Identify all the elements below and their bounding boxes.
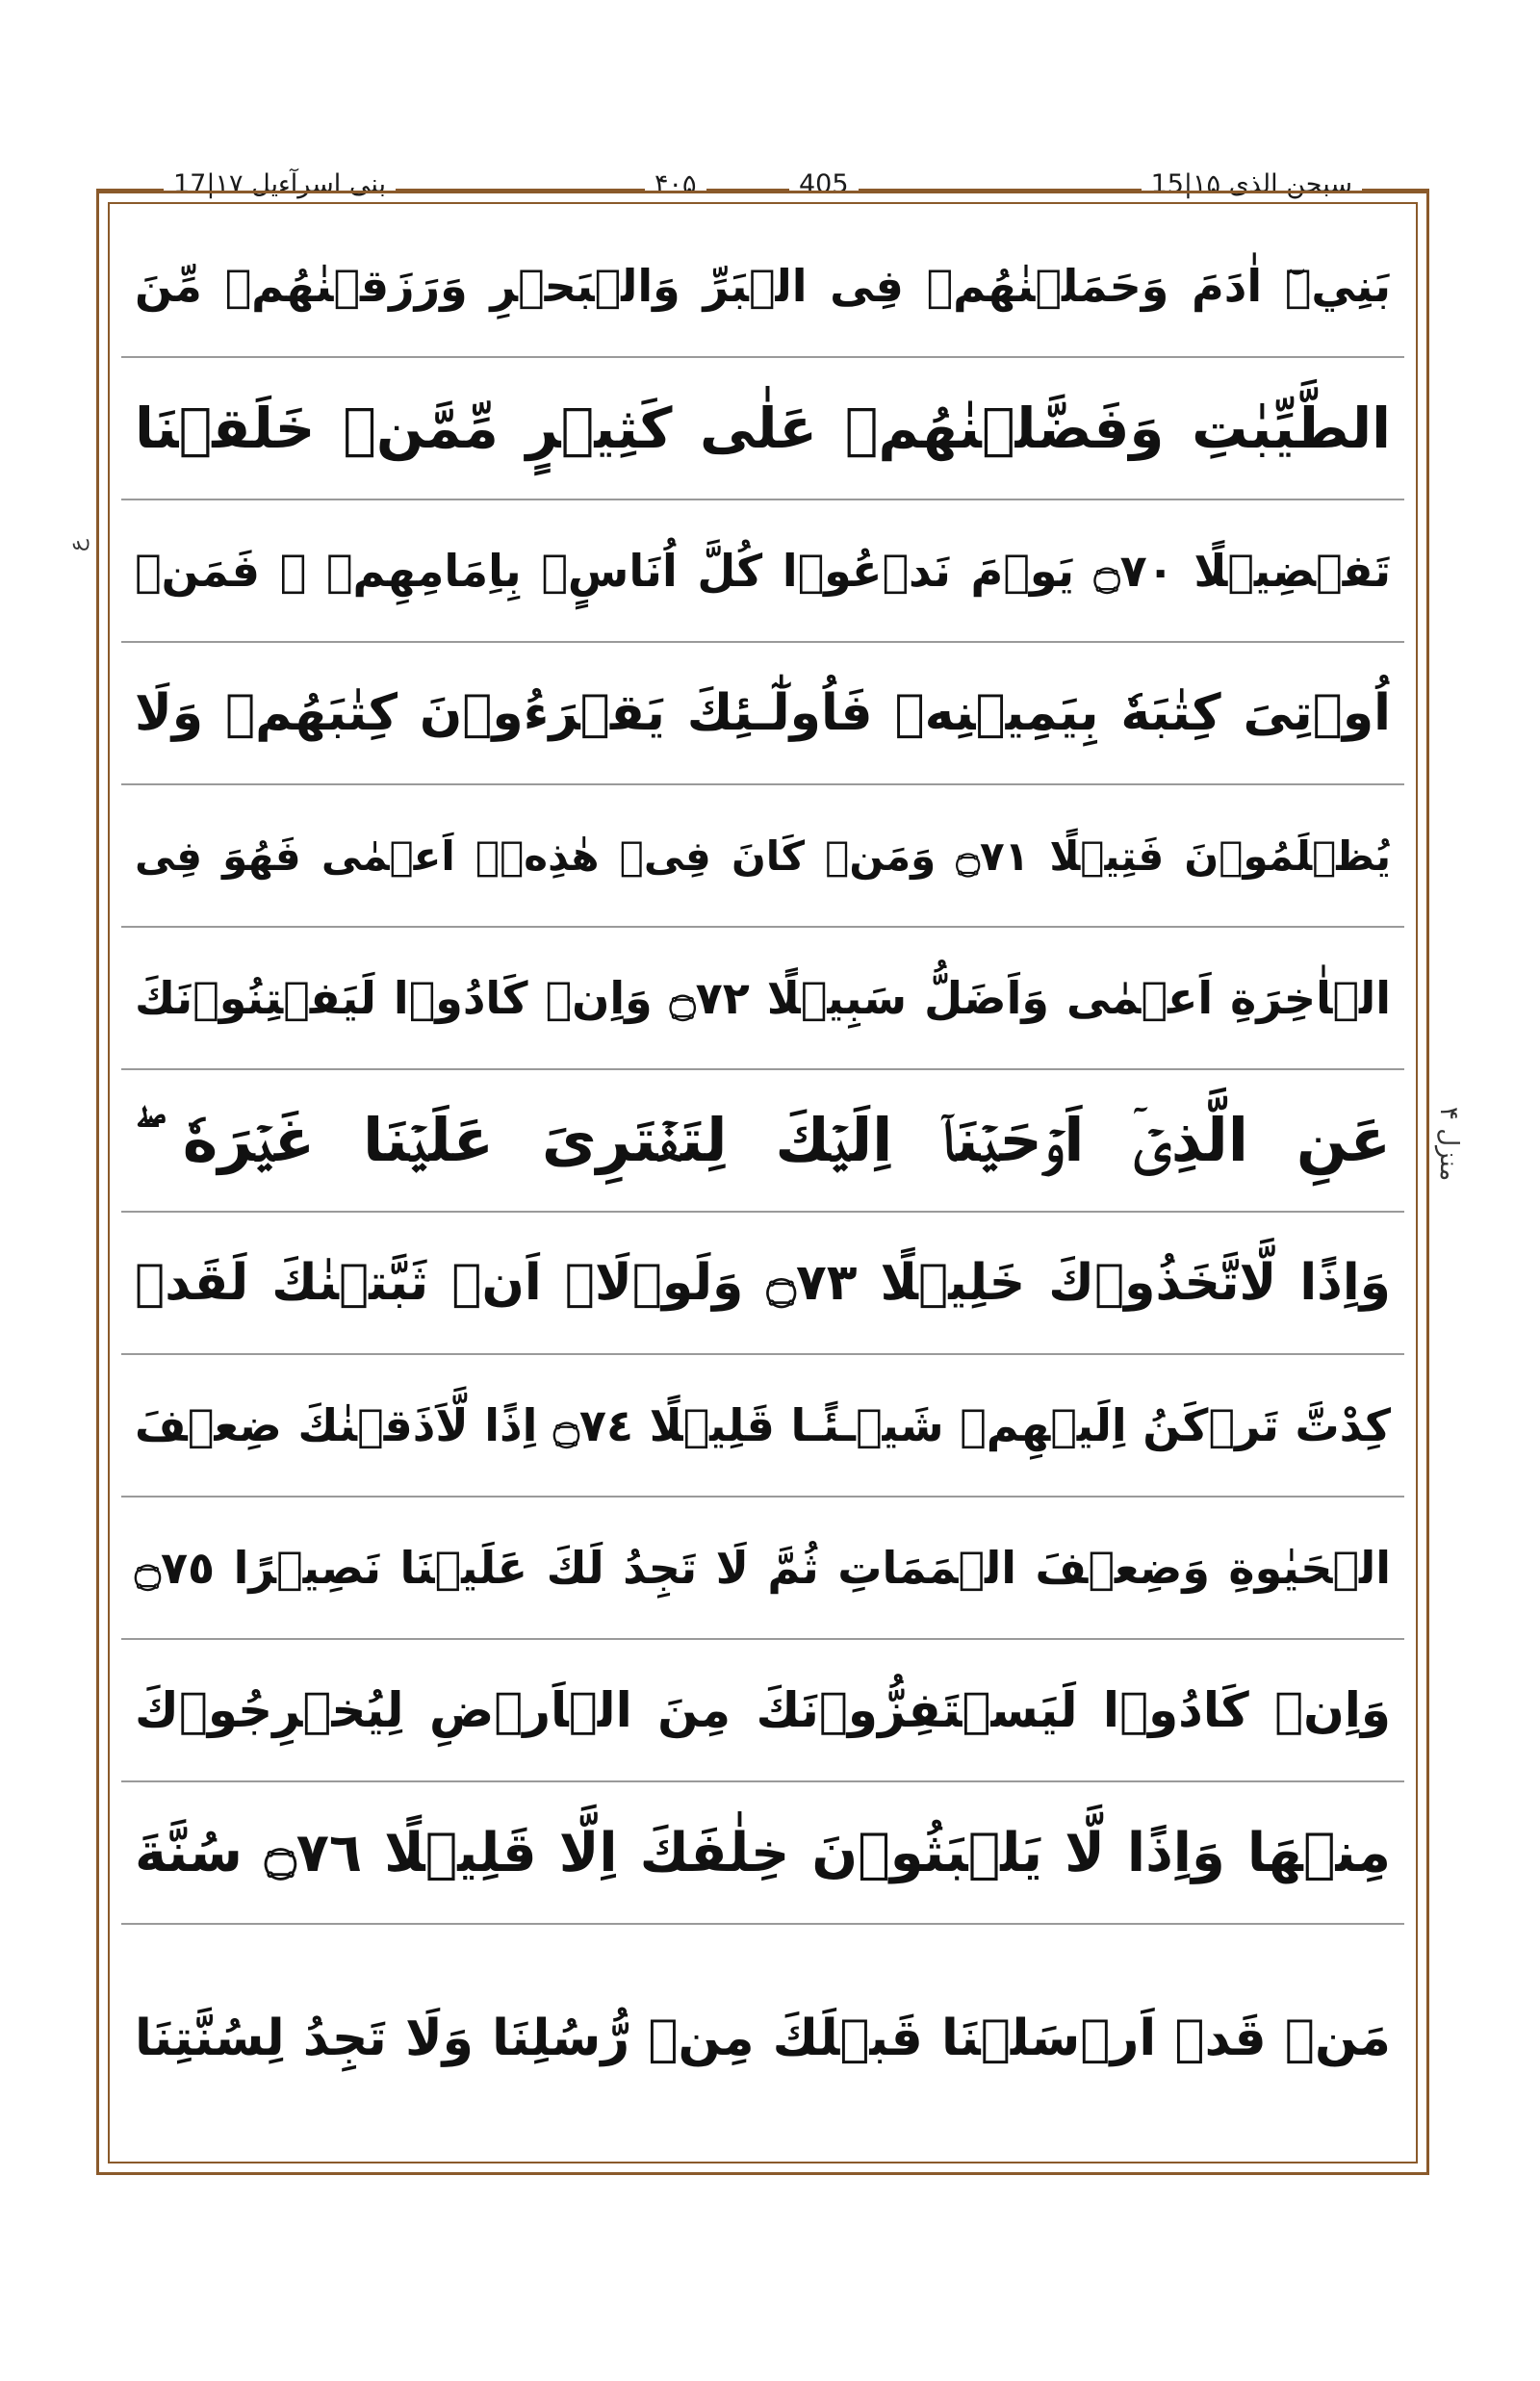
verse-line [121, 1782, 1404, 1925]
ruku-marker: ع [65, 539, 90, 552]
verse-line [121, 1355, 1404, 1498]
manzil-marker: منزل ۴ [1434, 1107, 1463, 1182]
verse-line-text: اُوۡتِىَ كِتٰبَهٗ بِيَمِيۡنِهٖ فَاُولٰٓـئِكَ يَقۡرَءُوۡنَ كِتٰبَهُمۡ وَلَا [135, 684, 1391, 742]
verse-line-text: كِدْتَّ تَرۡكَنُ اِلَيۡهِمۡ شَيۡـئًـا قَلِيۡلًا ۝٧٤ اِذًا لَّاَذَقۡنٰكَ ضِعۡفَ [135, 1399, 1392, 1451]
verse-line [121, 1213, 1404, 1355]
verse-line [121, 643, 1404, 785]
verse-line [121, 500, 1404, 643]
verse-line-text: وَاِذًا لَّاتَّخَذُوۡكَ خَلِيۡلًا ۝٧٣ وَلَوۡلَاۤ اَنۡ ثَبَّتۡنٰكَ لَقَدۡ [135, 1254, 1392, 1312]
verse-line-text: الۡاٰخِرَةِ اَعۡمٰى وَاَضَلُّ سَبِيۡلًا ۝٧٢ وَاِنۡ كَادُوۡا لَيَفۡتِنُوۡنَكَ [135, 972, 1391, 1024]
verse-line-text: مَنۡ قَدۡ اَرۡسَلۡنَا قَبۡلَكَ مِنۡ رُّسُلِنَا‌ وَلَا تَجِدُ لِسُنَّتِنَا [135, 2010, 1391, 2067]
surah-name-label: بنی اسرآءیل ۱۷|17 [164, 166, 396, 204]
page-number-arabic: ۴۰۵ [645, 166, 706, 204]
page-number: 405 [789, 166, 859, 204]
verse-line [121, 928, 1404, 1070]
verse-line-text: مِنۡهَا‌ وَاِذًا لَّا يَلۡبَثُوۡنَ خِلٰفَكَ اِلَّا قَلِيۡلًا ۝٧٦ سُنَّةَ [135, 1821, 1391, 1884]
verse-line-text: الطَّيِّبٰتِ وَفَضَّلۡنٰهُمۡ عَلٰى كَثِيۡرٍ مِّمَّنۡ خَلَقۡنَا [135, 396, 1391, 461]
verse-line [121, 358, 1404, 500]
juz-name-label: سبحن الذی ۱۵|15 [1142, 166, 1362, 204]
verse-line [121, 216, 1404, 358]
verse-line [121, 1640, 1404, 1782]
verse-line [121, 1498, 1404, 1640]
verse-line [121, 1070, 1404, 1213]
verse-lines [121, 216, 1404, 2152]
verse-line [121, 1925, 1404, 2152]
verse-line-text: بَنِيۡٓ اٰدَمَ وَحَمَلۡنٰهُمۡ فِى الۡبَرِّ وَالۡبَحۡرِ وَرَزَقۡنٰهُمۡ مِّنَ [135, 260, 1391, 312]
verse-line-text: يُظۡلَمُوۡنَ فَتِيۡلًا ۝٧١ وَمَنۡ كَانَ فِىۡ هٰذِهٖۤ اَعۡمٰى فَهُوَ فِى [135, 832, 1391, 880]
verse-line-text: وَاِنۡ كَادُوۡا لَيَسۡتَفِزُّوۡنَكَ مِنَ الۡاَرۡضِ لِيُخۡرِجُوۡكَ [135, 1682, 1391, 1738]
verse-line-text: الۡحَيٰوةِ وَضِعۡفَ الۡمَمَاتِ ثُمَّ لَا تَجِدُ لَكَ عَلَيۡنَا نَصِيۡرًا ۝٧٥ [135, 1542, 1391, 1594]
verse-line [121, 785, 1404, 928]
verse-line-text: عَنِ الَّذِىۡۤ اَوۡحَيۡنَاۤ اِلَيۡكَ لِتَفۡتَرِىَ عَلَيۡنَا غَيۡرَهٗ‌ ‌ۖ [135, 1105, 1391, 1175]
verse-line-text: تَفۡضِيۡلًا ۝٧٠ يَوۡمَ نَدۡعُوۡا كُلَّ اُنَاسٍۭ بِاِمَامِهِمۡ‌ ۚ فَمَنۡ [135, 545, 1391, 597]
